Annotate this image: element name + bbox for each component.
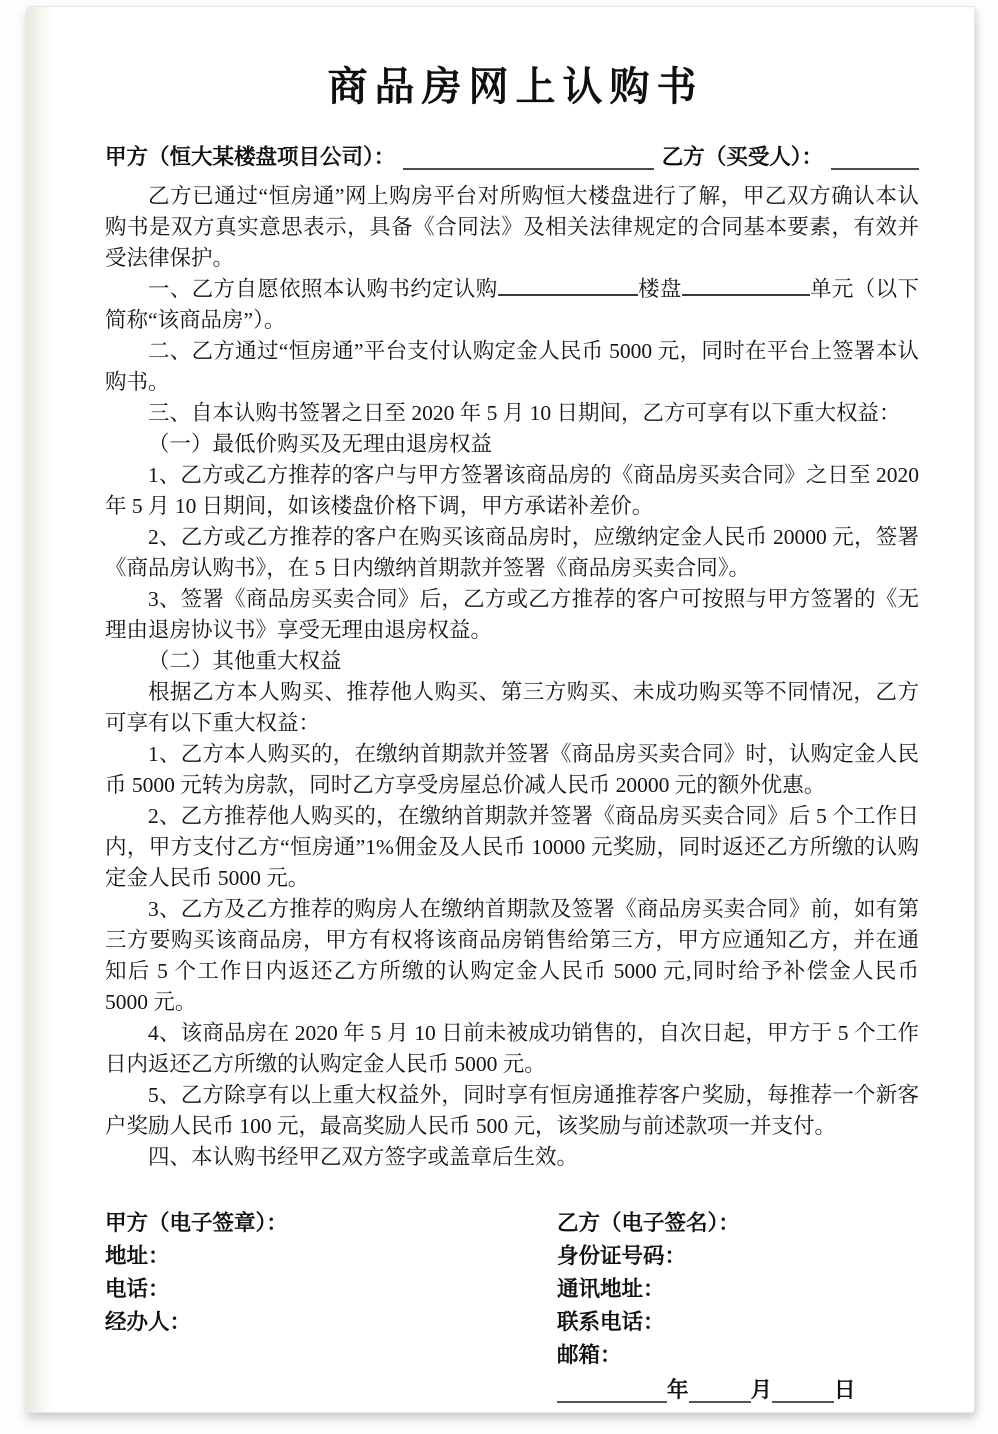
party-b-signature-block <box>557 1207 919 1407</box>
paragraph-section-two-item-1: 1、乙方本人购买的，在缴纳首期款并签署《商品房买卖合同》时，认购定金人民币 5000 元转为房款，同时乙方享受房屋总价减人民币 20000 元的额外优惠。 <box>105 742 919 797</box>
date-year-label: 年 <box>667 1378 689 1402</box>
party-a-phone-label: 电话： <box>105 1277 170 1301</box>
date-month-label: 月 <box>750 1378 773 1402</box>
clause-one-pre: 一、乙方自愿依照本认购书约定认购 <box>148 277 498 301</box>
date-year-blank <box>557 1379 667 1403</box>
paragraph-section-two-heading: （二）其他重大权益 <box>148 649 342 673</box>
party-b-mail-address-label: 通讯地址： <box>557 1277 665 1301</box>
paper-sheet <box>26 6 975 1413</box>
paragraph-section-one-item-2: 2、乙方或乙方推荐的客户在购买该商品房时，应缴纳定金人民币 20000 元，签署《商品房认购书》，在 5 日内缴纳首期款并签署《商品房买卖合同》。 <box>105 525 919 580</box>
paragraph-section-two-item-2: 2、乙方推荐他人购买的，在缴纳首期款并签署《商品房买卖合同》后 5 个工作日内，甲方支付乙方“恒房通”1%佣金及人民币 10000 元奖励，同时返还乙方所缴的认购定金人民币 5000 元。 <box>105 804 919 890</box>
party-b-name-blank <box>831 146 919 170</box>
contract-body <box>105 181 919 1173</box>
date-day-label: 日 <box>834 1378 856 1402</box>
paragraph-section-one-item-1: 1、乙方或乙方推荐的客户与甲方签署该商品房的《商品房买卖合同》之日至 2020 年 5 月 10 日期间，如该楼盘价格下调，甲方承诺补差价。 <box>105 463 919 518</box>
paragraph-clause-four: 四、本认购书经甲乙双方签字或盖章后生效。 <box>148 1145 579 1169</box>
paragraph-section-two-item-5: 5、乙方除享有以上重大权益外，同时享有恒房通推荐客户奖励，每推荐一个新客户奖励人民币 100 元，最高奖励人民币 500 元，该奖励与前述款项一并支付。 <box>105 1083 919 1138</box>
document-content <box>27 7 974 1412</box>
party-b-sign-label: 乙方（电子签名）： <box>557 1211 740 1235</box>
clause-one-post: 单元（以下简称“该商品房”）。 <box>105 277 919 332</box>
paragraph-section-two-item-3: 3、乙方及乙方推荐的购房人在缴纳首期款及签署《商品房买卖合同》前，如有第三方要购买该商品房，甲方有权将该商品房销售给第三方，甲方应通知乙方，并在通知后 5 个工作日内返还乙方所缴的认购定金人民币 5000 元,同时给予补偿金人民币 5000 元。 <box>105 897 919 1014</box>
party-a-address-label: 地址： <box>105 1244 170 1268</box>
party-b-id-label: 身份证号码： <box>557 1244 687 1268</box>
document-title: 商品房网上认购书 <box>327 65 704 109</box>
party-a-signature-block <box>105 1207 557 1407</box>
date-month-blank <box>689 1379 751 1403</box>
signature-section <box>105 1207 919 1407</box>
paragraph-section-two-intro: 根据乙方本人购买、推荐他人购买、第三方购买、未成功购买等不同情况，乙方可享有以下重大权益： <box>105 680 919 735</box>
paragraph-clause-two: 二、乙方通过“恒房通”平台支付认购定金人民币 5000 元，同时在平台上签署本认购书。 <box>105 339 919 394</box>
date-line <box>557 1374 919 1407</box>
party-b-email-label: 邮箱： <box>557 1343 622 1367</box>
party-line <box>105 141 919 173</box>
clause-one-mid: 楼盘 <box>637 277 682 301</box>
party-b-phone-label: 联系电话： <box>557 1310 665 1334</box>
party-a-name-blank <box>403 146 653 170</box>
paragraph-clause-three: 三、自本认购书签署之日至 2020 年 5 月 10 日期间，乙方可享有以下重大权益： <box>148 401 901 425</box>
date-day-blank <box>772 1379 834 1403</box>
paragraph-section-one-item-3: 3、签署《商品房买卖合同》后，乙方或乙方推荐的客户可按照与甲方签署的《无理由退房协议书》享受无理由退房权益。 <box>105 587 919 642</box>
party-a-handler-label: 经办人： <box>105 1310 192 1334</box>
paragraph-section-two-item-4: 4、该商品房在 2020 年 5 月 10 日前未被成功销售的，自次日起，甲方于 5 个工作日内返还乙方所缴的认购定金人民币 5000 元。 <box>105 1021 919 1076</box>
unit-number-blank <box>682 294 810 296</box>
party-a-seal-label: 甲方（电子签章）： <box>105 1211 288 1235</box>
paragraph-section-one-heading: （一）最低价购买及无理由退房权益 <box>148 432 493 456</box>
paragraph-clause-one <box>105 274 919 336</box>
estate-name-blank <box>498 294 638 296</box>
party-b-label: 乙方（买受人）： <box>661 145 823 169</box>
party-a-label: 甲方（恒大某楼盘项目公司）： <box>105 145 396 169</box>
paragraph-intro: 乙方已通过“恒房通”网上购房平台对所购恒大楼盘进行了解，甲乙双方确认本认购书是双方真实意思表示，具备《合同法》及相关法律规定的合同基本要素，有效并受法律保护。 <box>105 184 919 270</box>
